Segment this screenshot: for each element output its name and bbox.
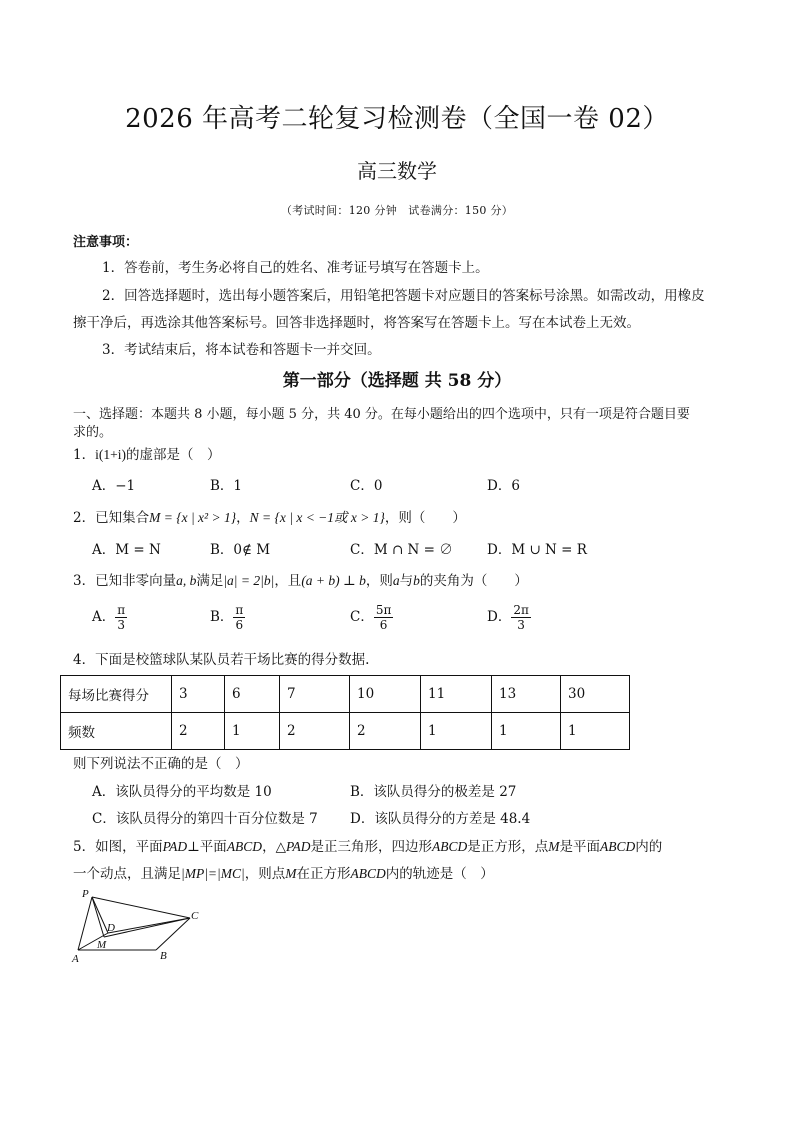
q2-option-c: C．M ∩ N = ∅ bbox=[350, 542, 453, 558]
question-3 bbox=[73, 569, 528, 589]
table-cell: 1 bbox=[421, 713, 492, 750]
fraction-denominator: 6 bbox=[235, 618, 244, 632]
q3-option-c-label: C． bbox=[350, 609, 374, 625]
q5-text: 是正三角形，四边形 bbox=[310, 839, 432, 855]
q5-text: 内的轨迹是（ ） bbox=[385, 866, 494, 882]
q1-option-b: B．1 bbox=[210, 478, 243, 494]
figure-label-b: B bbox=[160, 950, 167, 962]
q3-option-c bbox=[350, 603, 393, 632]
geometry-figure bbox=[68, 885, 208, 965]
table-cell: 1 bbox=[561, 713, 630, 750]
q3-mid3: ，则 bbox=[365, 573, 393, 589]
q5-math: PAD bbox=[162, 839, 188, 854]
q3-option-a bbox=[92, 603, 127, 632]
q2-option-a: A．M = N bbox=[92, 542, 161, 558]
q5-text: ⊥平面 bbox=[187, 839, 227, 855]
edge-pd bbox=[92, 897, 108, 933]
table-row bbox=[61, 676, 630, 713]
figure-label-d: D bbox=[107, 922, 115, 934]
fraction-numerator: 5π bbox=[375, 603, 392, 617]
note-item: 3．考试结束后，将本试卷和答题卡一并交回。 bbox=[102, 342, 381, 358]
note-item: 1．答卷前，考生务必将自己的姓名、准考证号填写在答题卡上。 bbox=[102, 260, 489, 276]
q2-number: 2．已知集合 bbox=[73, 510, 150, 526]
exam-info: （考试时间：120 分钟 试卷满分：150 分） bbox=[280, 204, 514, 217]
q5-text: 是正方形，点 bbox=[467, 839, 549, 855]
edge-pa bbox=[78, 897, 92, 950]
q2-text: ，则（ ） bbox=[384, 510, 466, 526]
section-intro-line2: 求的。 bbox=[73, 425, 113, 440]
q3-option-a-label: A． bbox=[92, 609, 116, 625]
q5-math: M bbox=[285, 866, 297, 881]
table-cell: 1 bbox=[492, 713, 561, 750]
question-1 bbox=[73, 443, 220, 463]
q3-mid: 满足 bbox=[196, 573, 224, 589]
q1-number: 1． bbox=[73, 447, 96, 463]
q3-option-b bbox=[210, 603, 245, 632]
figure-lines bbox=[78, 897, 190, 950]
q3-va: a bbox=[392, 573, 400, 588]
note-item: 2．回答选择题时，选出每小题答案后，用铅笔把答题卡对应题目的答案标号涂黑。如需改动，用橡皮 bbox=[102, 288, 705, 304]
q3-option-b-label: B． bbox=[210, 609, 234, 625]
q3-cond2: (a + b) ⊥ b bbox=[301, 573, 366, 588]
q3-vb: b bbox=[413, 573, 420, 588]
q2-option-b: B．0∉ M bbox=[210, 542, 271, 558]
q3-mid4: 与 bbox=[399, 573, 414, 589]
table-cell: 7 bbox=[280, 676, 350, 713]
q1-option-a: A．−1 bbox=[92, 478, 136, 494]
figure-label-c: C bbox=[191, 910, 199, 922]
q1-option-c: C．0 bbox=[350, 478, 383, 494]
part-title: 第一部分（选择题 共 58 分） bbox=[282, 371, 512, 391]
q5-text: ，则点 bbox=[244, 866, 286, 882]
section-intro-line1: 一、选择题：本题共 8 小题，每小题 5 分，共 40 分。在每小题给出的四个选项中，只有一项是符合题目要 bbox=[73, 407, 690, 422]
exam-title: 2026 年高考二轮复习检测卷（全国一卷 02） bbox=[125, 104, 669, 134]
q5-math: ABCD bbox=[226, 839, 263, 854]
q3-option-d-fraction bbox=[511, 603, 531, 632]
table-cell: 13 bbox=[492, 676, 561, 713]
q5-text: 5．如图，平面 bbox=[73, 839, 163, 855]
fraction-denominator: 6 bbox=[379, 618, 388, 632]
table-row-header: 每场比赛得分 bbox=[61, 676, 172, 713]
figure-label-m: M bbox=[97, 939, 107, 951]
q4-option-c: C．该队员得分的第四十百分位数是 7 bbox=[92, 811, 318, 827]
q2-set-m: M = {x | x² > 1} bbox=[149, 510, 237, 525]
q3-option-b-fraction bbox=[233, 603, 245, 632]
section-intro bbox=[73, 403, 690, 422]
note-item: 擦干净后，再选涂其他答案标号。回答非选择题时，将答案写在答题卡上。写在本试卷上无效。 bbox=[73, 315, 640, 331]
q1-expr: i(1+i) bbox=[95, 447, 126, 462]
q3-option-d-label: D． bbox=[487, 609, 512, 625]
q5-math: ABCD bbox=[599, 839, 636, 854]
q3-mid2: ，且 bbox=[274, 573, 302, 589]
table-cell: 6 bbox=[225, 676, 280, 713]
q2-option-d: D．M ∪ N = R bbox=[487, 542, 587, 558]
q5-text: 是平面 bbox=[559, 839, 600, 855]
figure-label-a: A bbox=[72, 953, 79, 965]
fraction-numerator: 2π bbox=[513, 603, 529, 617]
score-table bbox=[60, 675, 630, 750]
q5-math: M bbox=[548, 839, 560, 854]
table-row-header: 频数 bbox=[61, 713, 172, 750]
q4-option-b: B．该队员得分的极差是 27 bbox=[350, 784, 517, 800]
q1-text: 的虚部是（ ） bbox=[125, 447, 221, 463]
q5-math: ABCD bbox=[350, 866, 386, 881]
q2-sep: ， bbox=[236, 510, 250, 526]
edge-pm bbox=[92, 897, 104, 937]
edge-pc bbox=[92, 897, 190, 918]
q3-cond1: |a| = 2|b| bbox=[223, 573, 275, 588]
q3-text: 的夹角为（ ） bbox=[419, 573, 528, 589]
fraction-numerator: π bbox=[235, 603, 244, 617]
table-cell: 2 bbox=[172, 713, 225, 750]
q5-text: 在正方形 bbox=[296, 866, 351, 882]
figure-label-p: P bbox=[82, 888, 89, 900]
fraction-denominator: 3 bbox=[517, 618, 525, 632]
table-cell: 2 bbox=[280, 713, 350, 750]
edge-mc bbox=[104, 918, 190, 937]
table-cell: 11 bbox=[421, 676, 492, 713]
table-cell: 3 bbox=[172, 676, 225, 713]
q3-number: 3．已知非零向量 bbox=[73, 573, 177, 589]
figure-labels bbox=[71, 888, 199, 965]
question-4-stem: 4．下面是校篮球队某队员若干场比赛的得分数据. bbox=[73, 652, 370, 668]
q5-math: ABCD bbox=[431, 839, 468, 854]
exam-subtitle: 高三数学 bbox=[357, 159, 437, 183]
table-cell: 30 bbox=[561, 676, 630, 713]
fraction-numerator: π bbox=[117, 603, 126, 617]
q4-option-a: A．该队员得分的平均数是 10 bbox=[92, 784, 272, 800]
question-4-question: 则下列说法不正确的是（ ） bbox=[73, 756, 249, 772]
notes-heading: 注意事项： bbox=[73, 235, 139, 250]
table-cell: 1 bbox=[225, 713, 280, 750]
q3-option-a-fraction bbox=[115, 603, 127, 632]
q4-option-d: D．该队员得分的方差是 48.4 bbox=[350, 811, 531, 827]
fraction-denominator: 3 bbox=[117, 618, 126, 632]
q3-vec: a, b bbox=[176, 573, 197, 588]
question-5-line1 bbox=[73, 835, 662, 855]
q3-option-d bbox=[487, 603, 531, 632]
table-row bbox=[61, 713, 630, 750]
table-cell: 2 bbox=[350, 713, 421, 750]
q3-option-c-fraction bbox=[374, 603, 394, 632]
q5-text: ， bbox=[262, 839, 276, 855]
q5-math: △PAD bbox=[275, 839, 311, 854]
table-cell: 10 bbox=[350, 676, 421, 713]
q5-math: |MP|=|MC| bbox=[181, 866, 245, 881]
q2-set-n: N = {x | x < −1或 x > 1} bbox=[249, 510, 385, 525]
q1-option-d: D．6 bbox=[487, 478, 520, 494]
q5-text: 一个动点，且满足 bbox=[73, 866, 181, 882]
question-2 bbox=[73, 506, 466, 526]
q5-text: 内的 bbox=[635, 839, 663, 855]
question-5-line2 bbox=[73, 862, 494, 882]
